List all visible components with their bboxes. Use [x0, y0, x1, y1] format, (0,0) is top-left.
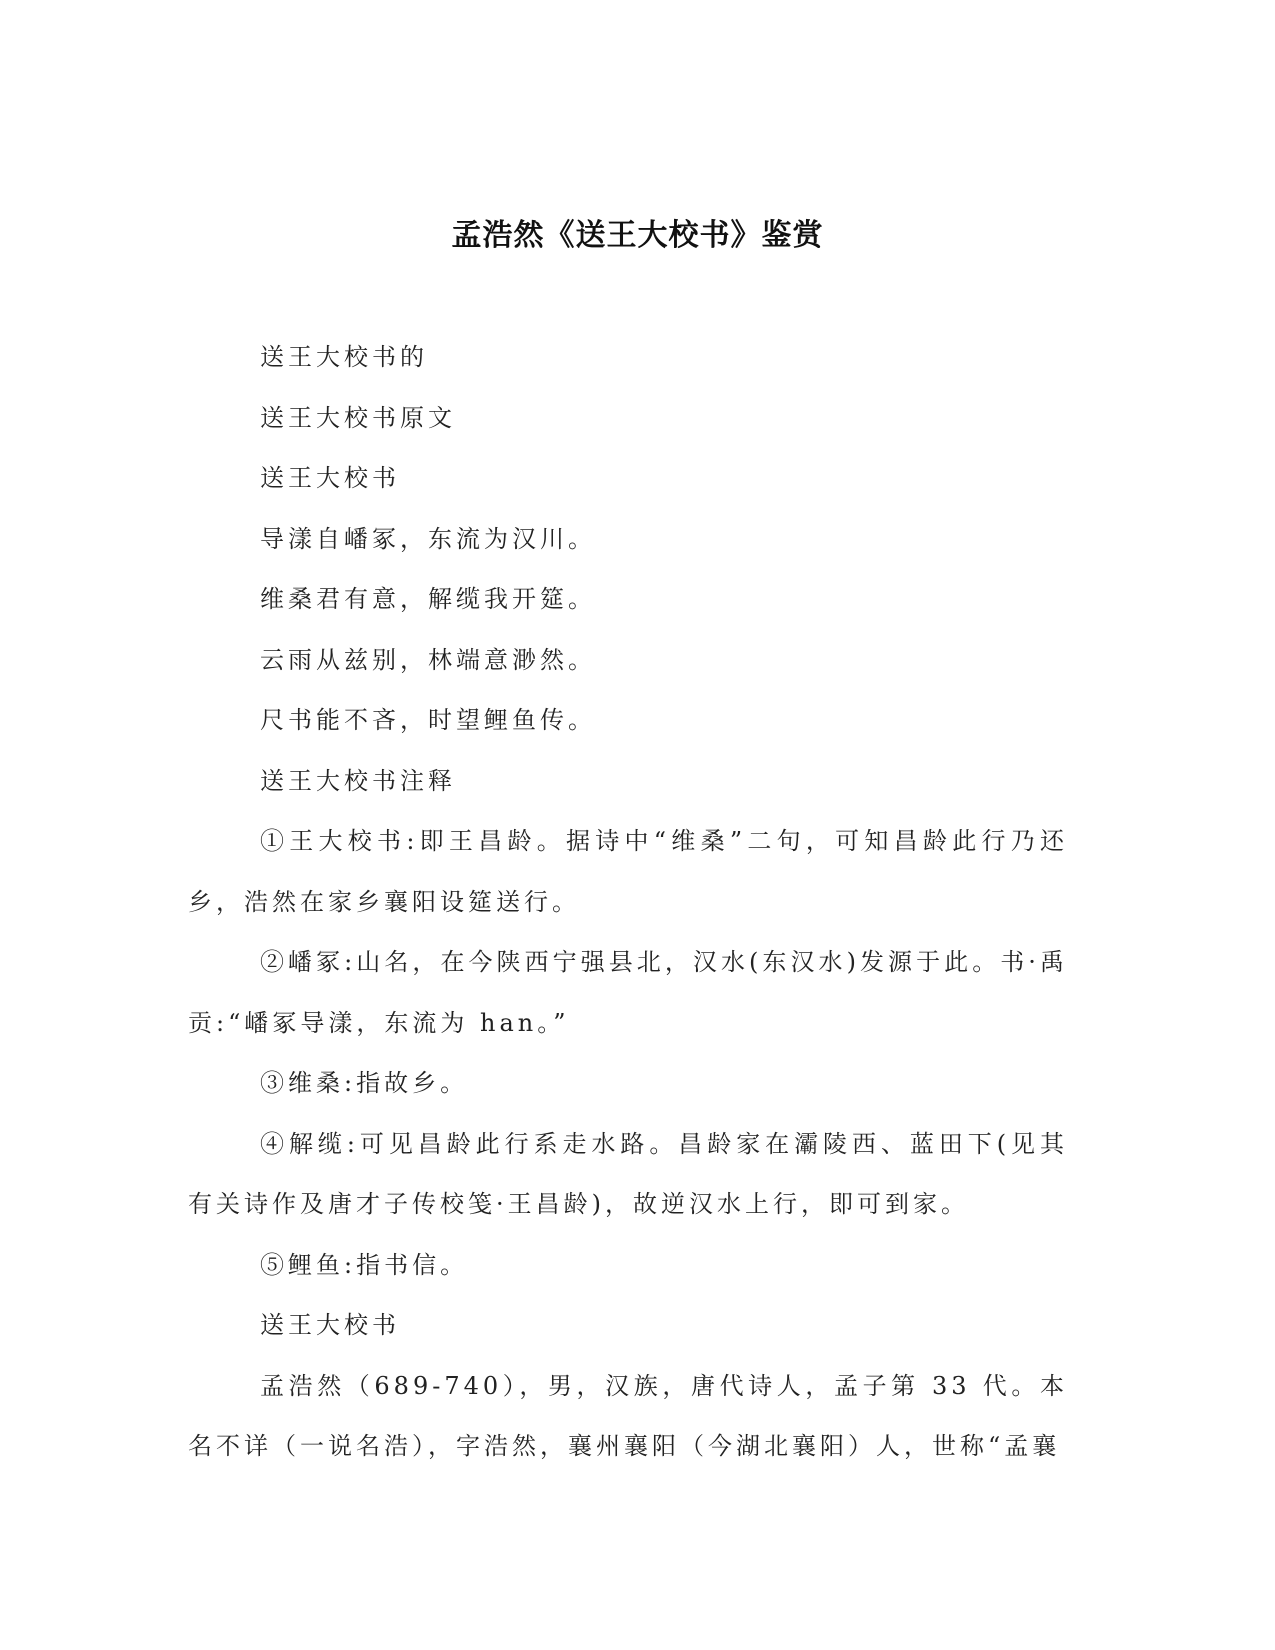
- annotation-item: ④解缆:可见昌龄此行系走水路。昌龄家在灞陵西、蓝田下(见其有关诗作及唐才子传校笺·王昌龄)，故逆汉水上行，即可到家。: [188, 1129, 1068, 1218]
- section-heading: 送王大校书注释: [260, 766, 456, 795]
- annotation-item: ③维桑:指故乡。: [260, 1069, 469, 1097]
- document-title: 孟浩然《送王大校书》鉴赏: [451, 218, 824, 253]
- annotation-item: ②嶓冢:山名，在今陕西宁强县北，汉水(东汉水)发源于此。书·禹贡:“嶓冢导漾，东流为 han。”: [188, 948, 1068, 1037]
- document-body: [188, 327, 1068, 1477]
- paragraph: 送王大校书: [260, 464, 400, 492]
- poem-line: 尺书能不吝，时望鲤鱼传。: [260, 706, 596, 734]
- paragraph: 送王大校书的: [260, 343, 428, 371]
- paragraph: 孟浩然（689-740），男，汉族，唐代诗人，孟子第 33 代。本名不详（一说名浩），字浩然，襄州襄阳（今湖北襄阳）人，世称“孟襄: [188, 1371, 1068, 1460]
- poem-line: 导漾自嶓冢，东流为汉川。: [260, 524, 596, 553]
- section-heading: 送王大校书: [260, 1311, 400, 1339]
- annotation-item: ⑤鲤鱼:指书信。: [260, 1250, 469, 1279]
- poem-line: 云雨从兹别，林端意渺然。: [260, 645, 596, 674]
- annotation-item: ①王大校书:即王昌龄。据诗中“维桑”二句，可知昌龄此行乃还乡，浩然在家乡襄阳设筵送行。: [188, 827, 1068, 916]
- paragraph: 送王大校书原文: [260, 403, 456, 432]
- poem-line: 维桑君有意，解缆我开筵。: [260, 585, 596, 613]
